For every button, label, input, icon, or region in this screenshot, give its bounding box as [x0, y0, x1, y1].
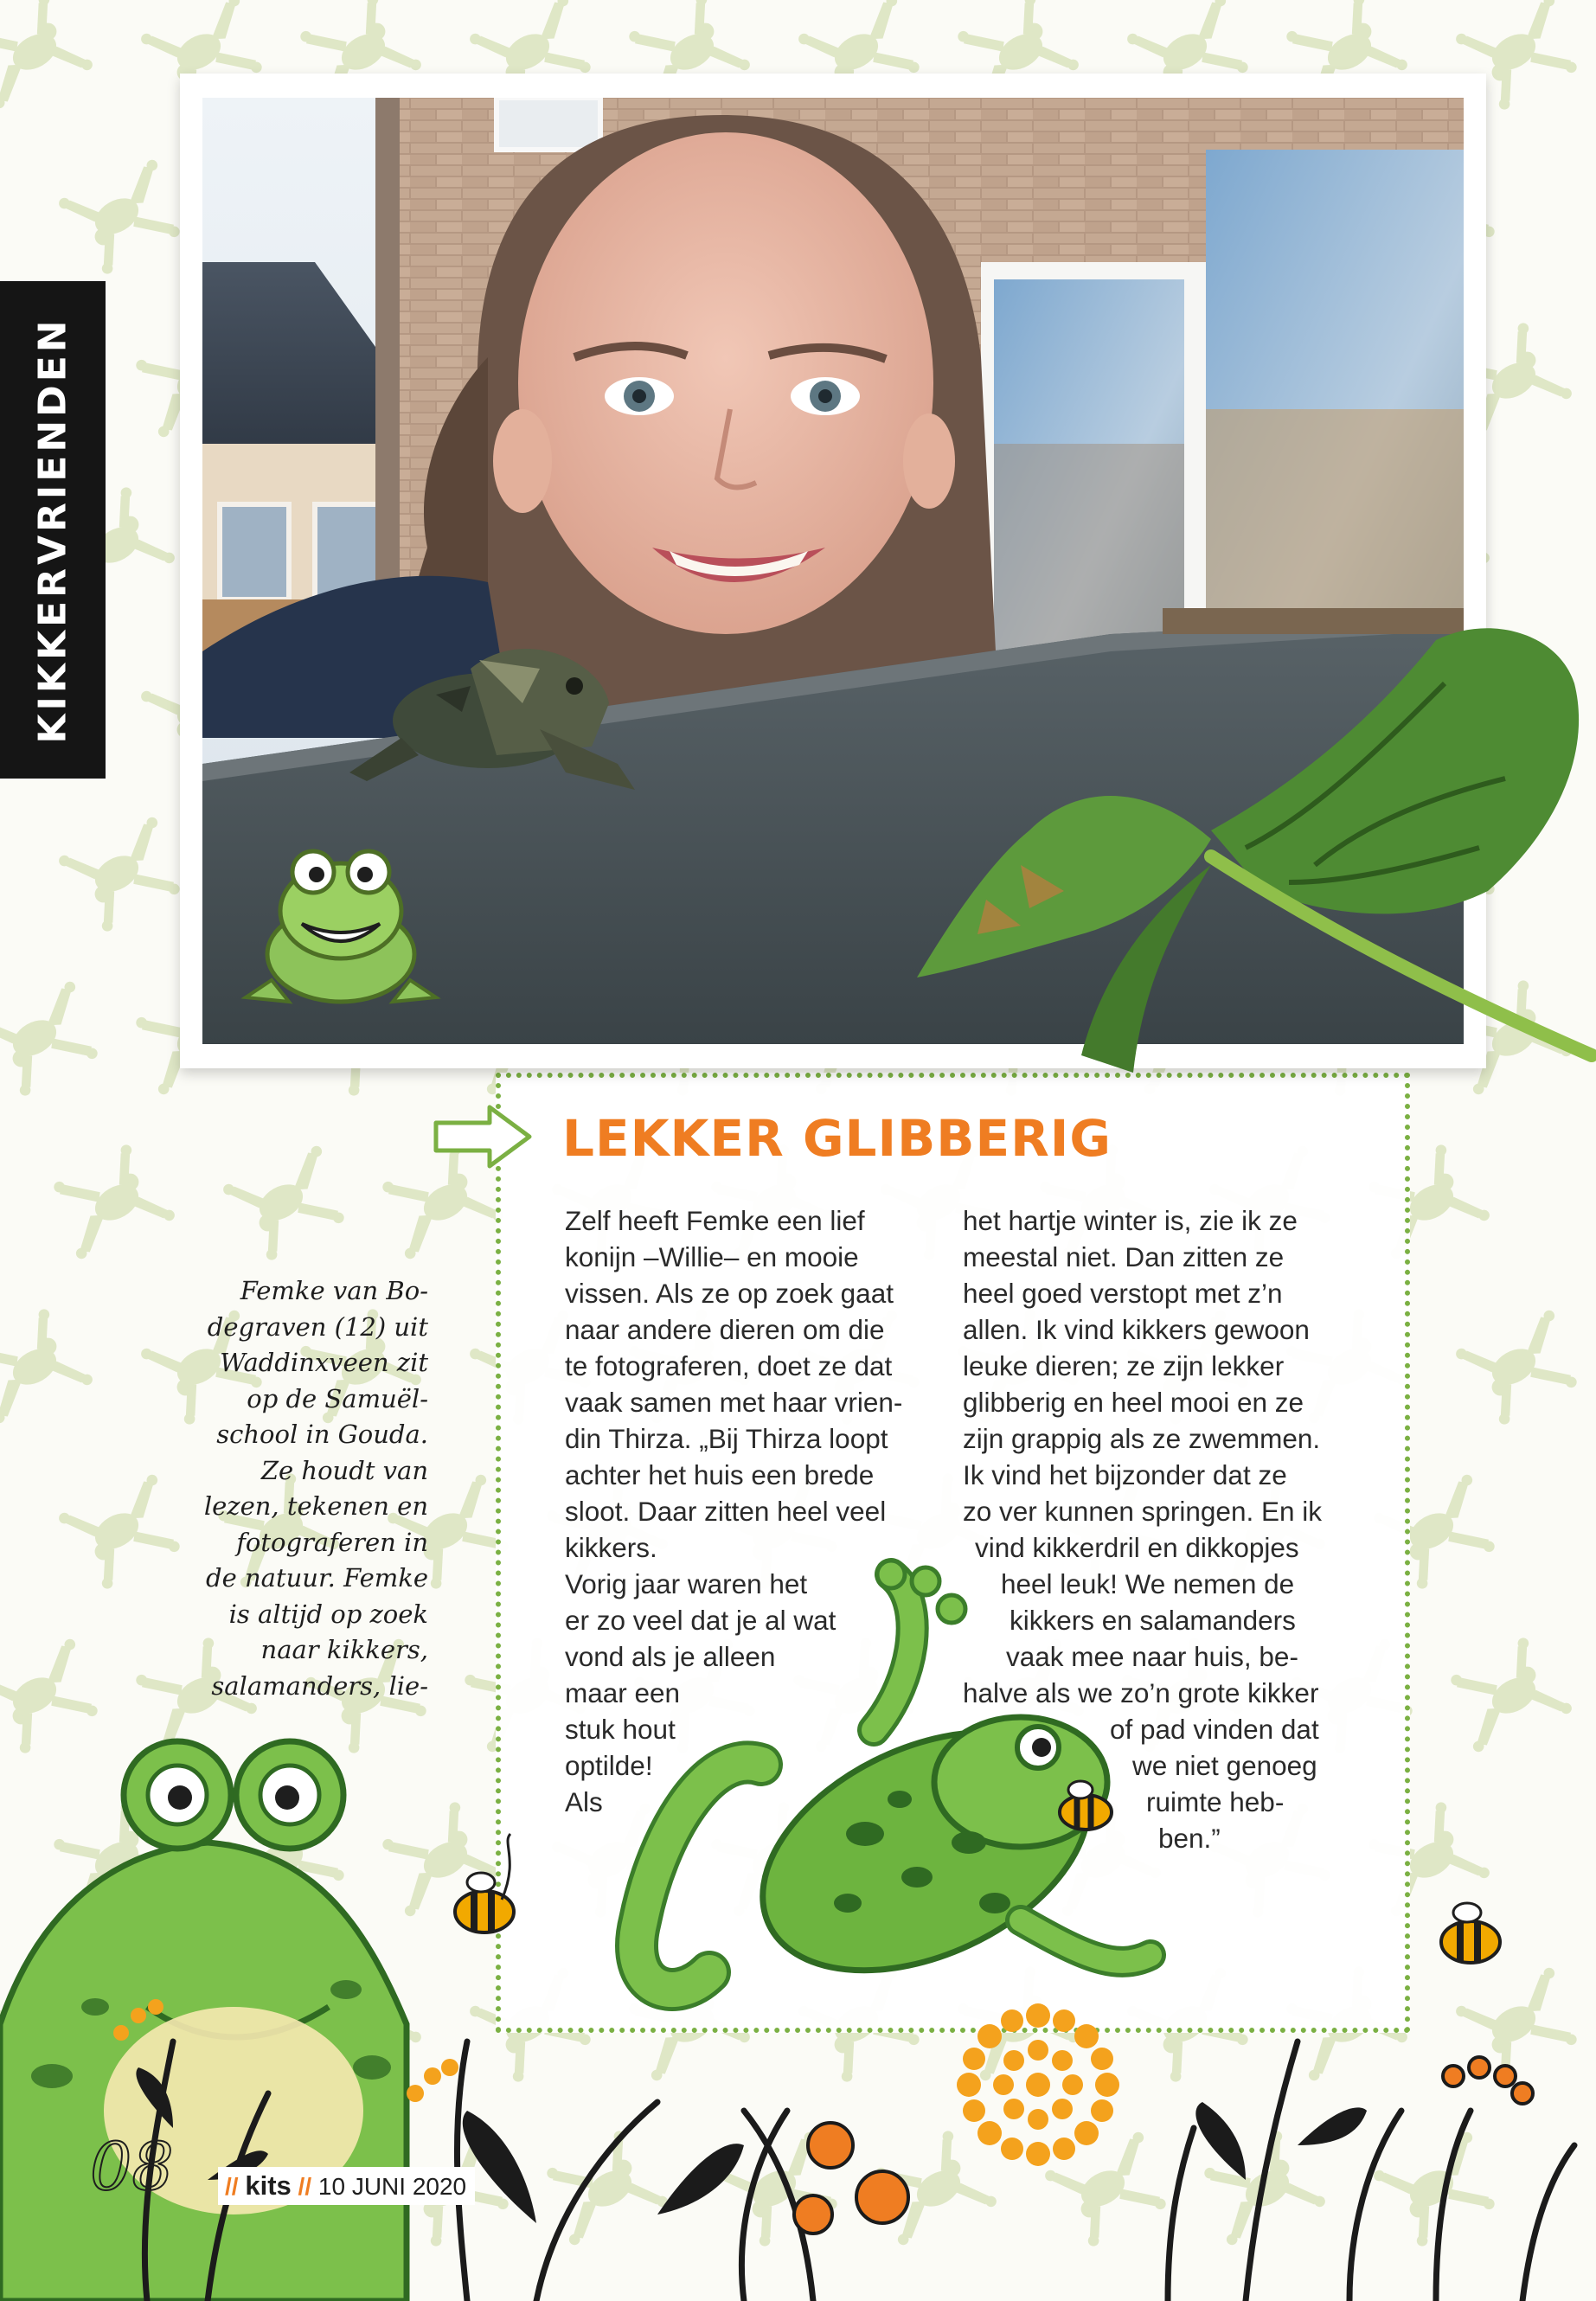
section-label: KIKKERVRIENDEN [30, 317, 75, 744]
caption-line: Waddinxveen zit [220, 1348, 428, 1377]
text-line: er zo veel dat je al wat [565, 1605, 836, 1636]
text-line: zijn grappig als ze zwemmen. [963, 1423, 1321, 1454]
text-line: of pad vinden dat [1110, 1714, 1319, 1745]
article-column-right [963, 1202, 1322, 1856]
page-footer [218, 2167, 475, 2205]
text-line: vond als je alleen [565, 1641, 776, 1672]
footer-separator: // [225, 2173, 239, 2200]
caption-line: naar kikkers, [260, 1635, 428, 1664]
text-line: allen. Ik vind kikkers gewoon [963, 1314, 1310, 1345]
text-line: maar een [565, 1677, 681, 1708]
text-line: glibberig en heel mooi en ze [963, 1387, 1304, 1418]
text-line: vaak samen met haar vrien- [565, 1387, 903, 1418]
text-line: vaak mee naar huis, be- [1006, 1641, 1298, 1672]
text-line: naar andere dieren om die [565, 1314, 885, 1345]
caption-line: de natuur. Femke [206, 1563, 428, 1593]
text-line: leuke dieren; ze zijn lekker [963, 1350, 1285, 1381]
text-line: meestal niet. Dan zitten ze [963, 1241, 1285, 1272]
text-line: zo ver kunnen springen. En ik [963, 1496, 1322, 1527]
monstera-leaf-illustration [882, 606, 1596, 1107]
photo-caption [164, 1273, 428, 1704]
text-line: we niet genoeg [1132, 1750, 1317, 1781]
caption-line: is altijd op zoek [228, 1599, 428, 1629]
text-line: achter het huis een brede [565, 1459, 875, 1490]
arrow-right-icon [433, 1104, 535, 1170]
caption-line: op de Samuël- [247, 1383, 428, 1413]
text-line: optilde! [565, 1750, 653, 1781]
caption-line: Ze houdt van [260, 1455, 428, 1485]
text-line: ruimte heb- [1146, 1786, 1285, 1817]
caption-line: fotograferen in [236, 1527, 428, 1557]
footer-brand: kits [245, 2170, 292, 2201]
text-line: Vorig jaar waren het [565, 1568, 808, 1599]
text-line: Als [565, 1786, 603, 1817]
text-line: stuk hout [565, 1714, 676, 1745]
text-line: Zelf heeft Femke een lief [565, 1205, 865, 1236]
footer-date: 10 JUNI 2020 [317, 2173, 467, 2200]
caption-line: degraven (12) uit [207, 1311, 428, 1342]
section-tab [0, 281, 106, 779]
text-line: halve als we zo’n grote kikker [963, 1677, 1319, 1708]
caption-line: salamanders, lie- [211, 1670, 428, 1701]
caption-line: school in Gouda. [216, 1420, 428, 1449]
text-line: konijn –Willie– en mooie [565, 1241, 859, 1272]
text-line: sloot. Daar zitten heel veel [565, 1496, 887, 1527]
text-line: Ik vind het bijzonder dat ze [963, 1459, 1287, 1490]
footer-separator: // [298, 2173, 312, 2200]
caption-line: Femke van Bo- [240, 1276, 428, 1305]
text-line: kikkers. [565, 1532, 657, 1563]
text-line: din Thirza. „Bij Thirza loopt [565, 1423, 888, 1454]
article-heading: LEKKER GLIBBERIG [562, 1109, 1112, 1168]
text-line: vind kikkerdril en dikkopjes [975, 1532, 1299, 1563]
text-line: kikkers en salamanders [1010, 1605, 1296, 1636]
article-column-left [565, 1202, 902, 1820]
text-line: ben.” [1158, 1823, 1221, 1854]
text-line: te fotograferen, doet ze dat [565, 1350, 893, 1381]
caption-line: lezen, tekenen en [203, 1491, 428, 1521]
peeking-frog-icon [0, 1741, 407, 2301]
text-line: heel leuk! We nemen de [1001, 1568, 1295, 1599]
text-line: het hartje winter is, zie ik ze [963, 1205, 1298, 1236]
text-line: heel goed verstopt met z’n [963, 1278, 1283, 1309]
text-line: vissen. Als ze op zoek gaat [565, 1278, 894, 1309]
page-number: 08 [90, 2128, 174, 2205]
